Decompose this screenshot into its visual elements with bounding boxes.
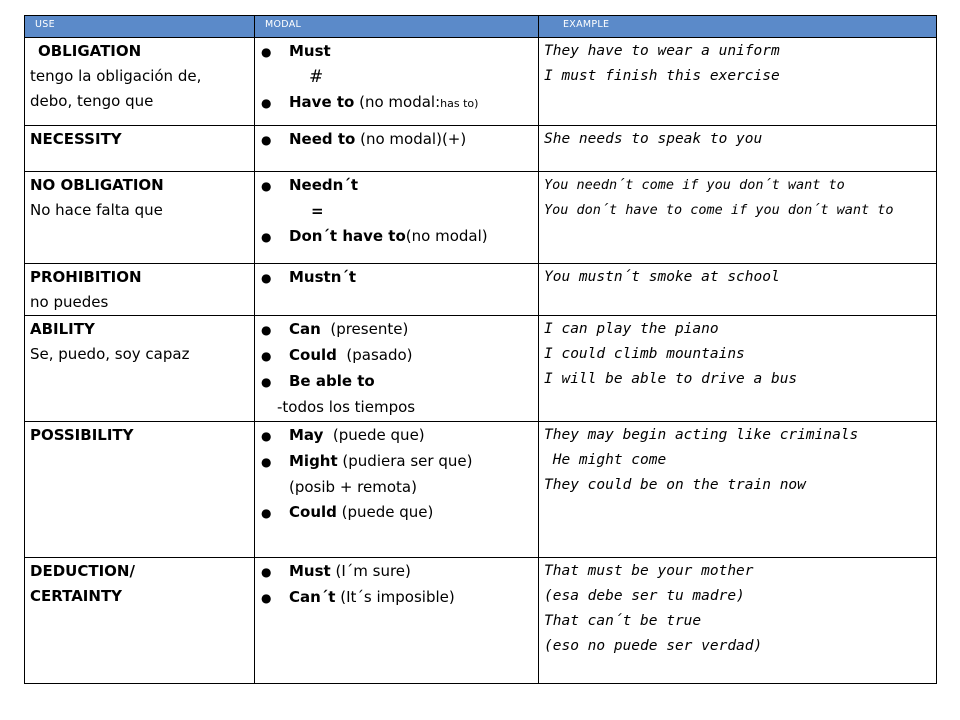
- modal-item: ● Mustn´t: [261, 265, 534, 291]
- example-line: (eso no puede ser verdad): [544, 638, 763, 654]
- use-title: OBLIGATION: [38, 42, 142, 60]
- example-cell: [539, 316, 937, 422]
- modal-item: ● Have to (no modal:has to): [261, 90, 534, 116]
- modal-item: ● May (puede que): [261, 423, 534, 449]
- bullet-icon: ●: [261, 506, 272, 520]
- example-line: She needs to speak to you: [544, 131, 763, 147]
- modal-note: (posib + remota): [289, 478, 417, 496]
- use-line: No hace falta que: [30, 201, 163, 219]
- example-line: That must be your mother: [544, 563, 754, 579]
- use-cell: [25, 38, 255, 126]
- bullet-icon: ●: [261, 96, 272, 110]
- modal-item: ● Need to (no modal)(+): [261, 127, 534, 153]
- example-line: You needn´t come if you don´t want to: [544, 177, 845, 193]
- bullet-icon: ●: [261, 133, 272, 147]
- modal-item: ● Might (pudiera ser que): [261, 449, 534, 475]
- row-possibility: [25, 422, 937, 558]
- row-prohibition: [25, 264, 937, 316]
- use-cell: [25, 558, 255, 684]
- modal-verbs-table: [24, 15, 937, 684]
- modal-cell: [255, 172, 539, 264]
- row-ability: [25, 316, 937, 422]
- use-title: NECESSITY: [30, 130, 122, 148]
- modal-item: ● Can´t (It´s imposible): [261, 585, 534, 611]
- header-use: USE: [25, 16, 255, 38]
- bullet-icon: ●: [261, 45, 272, 59]
- bullet-icon: ●: [261, 349, 272, 363]
- modal-item: ● Could (puede que): [261, 500, 534, 526]
- use-cell: [25, 316, 255, 422]
- modal-item: ● Don´t have to(no modal): [261, 224, 534, 250]
- modal-item: ● Could (pasado): [261, 343, 534, 369]
- bullet-icon: ●: [261, 230, 272, 244]
- example-cell: [539, 422, 937, 558]
- example-line: They could be on the train now: [544, 477, 806, 493]
- modal-cell: [255, 126, 539, 172]
- example-line: They may begin acting like criminals: [544, 427, 859, 443]
- bullet-icon: ●: [261, 591, 272, 605]
- example-cell: [539, 558, 937, 684]
- header-example: EXAMPLE: [539, 16, 937, 38]
- bullet-icon: ●: [261, 375, 272, 389]
- bullet-icon: ●: [261, 565, 272, 579]
- modal-cell: [255, 264, 539, 316]
- use-line: debo, tengo que: [30, 92, 154, 110]
- modal-item: ● Be able to: [261, 369, 534, 395]
- row-no-obligation: [25, 172, 937, 264]
- modal-item: ● Must: [261, 39, 534, 65]
- example-cell: [539, 172, 937, 264]
- modal-cell: [255, 38, 539, 126]
- example-line: (esa debe ser tu madre): [544, 588, 745, 604]
- example-line: I can play the piano: [544, 321, 719, 337]
- header-row: [25, 16, 937, 38]
- bullet-icon: ●: [261, 455, 272, 469]
- example-cell: [539, 126, 937, 172]
- use-title: POSSIBILITY: [30, 426, 134, 444]
- use-cell: [25, 264, 255, 316]
- bullet-icon: ●: [261, 179, 272, 193]
- use-line: Se, puedo, soy capaz: [30, 345, 190, 363]
- example-line: I will be able to drive a bus: [544, 371, 798, 387]
- use-line: no puedes: [30, 293, 109, 311]
- use-title: PROHIBITION: [30, 268, 142, 286]
- modal-cell: [255, 316, 539, 422]
- example-cell: [539, 38, 937, 126]
- example-line: That can´t be true: [544, 613, 702, 629]
- use-line: tengo la obligación de,: [30, 67, 202, 85]
- example-line: He might come: [544, 452, 667, 468]
- modal-item: ● Must (I´m sure): [261, 559, 534, 585]
- bullet-icon: ●: [261, 271, 272, 285]
- example-line: You mustn´t smoke at school: [544, 269, 780, 285]
- bullet-icon: ●: [261, 429, 272, 443]
- modal-separator: #: [309, 67, 324, 87]
- example-line: I could climb mountains: [544, 346, 745, 362]
- use-title: DEDUCTION/: [30, 562, 135, 580]
- use-cell: [25, 172, 255, 264]
- use-title: NO OBLIGATION: [30, 176, 164, 194]
- example-line: They have to wear a uniform: [544, 43, 780, 59]
- modal-cell: [255, 422, 539, 558]
- use-cell: [25, 422, 255, 558]
- example-cell: [539, 264, 937, 316]
- modal-item: ● Can (presente): [261, 317, 534, 343]
- header-modal: MODAL: [255, 16, 539, 38]
- example-line: I must finish this exercise: [544, 68, 780, 84]
- use-cell: [25, 126, 255, 172]
- modal-separator: =: [311, 202, 324, 220]
- bullet-icon: ●: [261, 323, 272, 337]
- row-deduction: [25, 558, 937, 684]
- row-obligation: [25, 38, 937, 126]
- use-title: CERTAINTY: [30, 587, 123, 605]
- modal-cell: [255, 558, 539, 684]
- row-necessity: [25, 126, 937, 172]
- example-line: You don´t have to come if you don´t want to: [544, 202, 894, 218]
- modal-note: -todos los tiempos: [277, 398, 416, 416]
- modal-item: ● Needn´t: [261, 173, 534, 199]
- use-title: ABILITY: [30, 320, 95, 338]
